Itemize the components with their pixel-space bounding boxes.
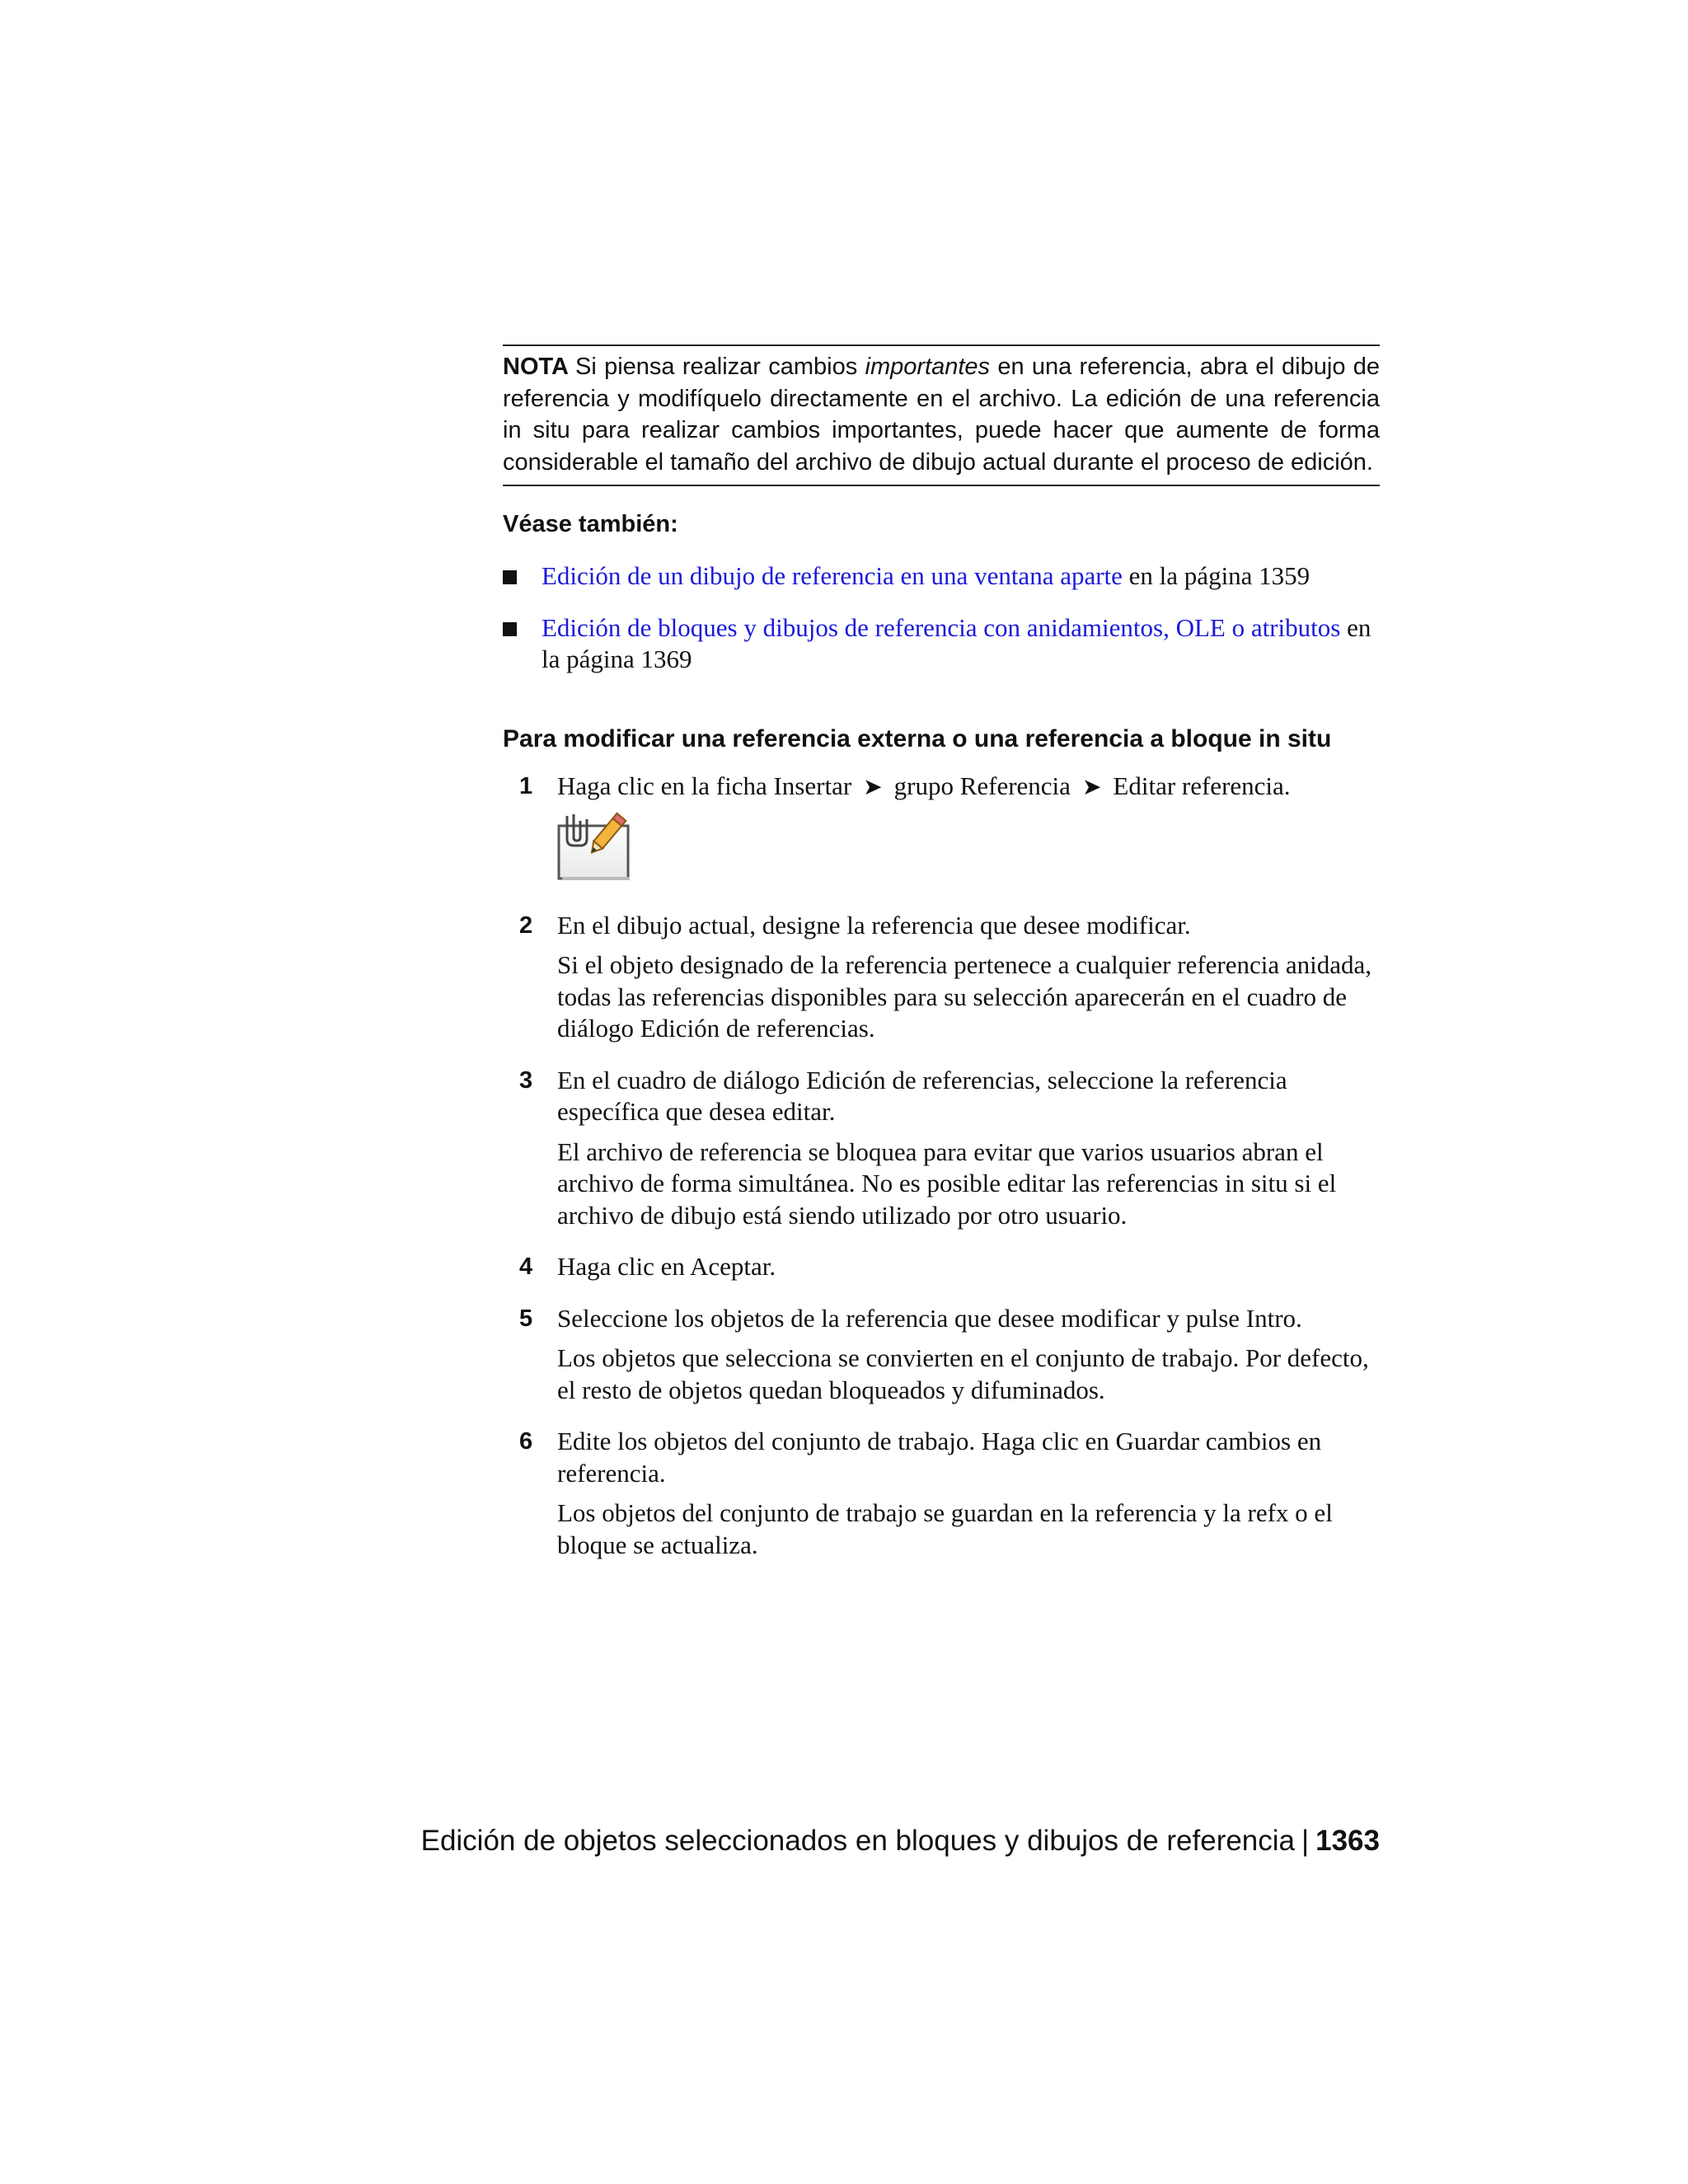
step-number: 1 — [519, 773, 533, 799]
step1-part-tab: Haga clic en la ficha Insertar — [557, 771, 852, 800]
step1-part-panel: grupo Referencia — [893, 771, 1071, 800]
arrow-right-icon: ➤ — [1081, 775, 1102, 800]
see-also-page-ref: en la página 1359 — [1122, 561, 1311, 590]
see-also-link-separate-window[interactable]: Edición de un dibujo de referencia en una ventana aparte — [542, 561, 1123, 590]
note-text-before: Si piensa realizar cambios — [575, 354, 865, 380]
step1-part-command: Editar referencia. — [1113, 771, 1291, 800]
note-box — [503, 344, 1380, 486]
step-text: Haga clic en Aceptar. — [557, 1252, 776, 1281]
see-also-heading: Véase también: — [503, 511, 678, 537]
step-1 — [503, 771, 1380, 882]
step-number: 6 — [519, 1428, 533, 1455]
bullet-square-icon — [503, 570, 517, 584]
step-text: En el cuadro de diálogo Edición de referencias, seleccione la referencia específica que desea editar. — [557, 1065, 1287, 1126]
step-3 — [503, 1065, 1380, 1232]
step-2 — [503, 910, 1380, 1045]
procedure-steps — [503, 771, 1380, 1581]
arrow-right-icon: ➤ — [863, 775, 883, 800]
see-also-item — [503, 560, 1380, 593]
footer-separator: | — [1301, 1825, 1310, 1857]
step-number: 3 — [519, 1066, 533, 1094]
step-6 — [503, 1426, 1380, 1561]
page-number: 1363 — [1315, 1825, 1380, 1857]
step-4 — [503, 1251, 1380, 1283]
step-number: 4 — [519, 1254, 533, 1280]
step-text — [557, 771, 1380, 804]
step-detail: Los objetos del conjunto de trabajo se guardan en la referencia y la refx o el bloque se actualiza. — [557, 1498, 1333, 1559]
note-label: NOTA — [503, 354, 570, 380]
see-also-list — [503, 560, 1380, 696]
see-also-page-ref: en la página 1369 — [542, 612, 1372, 673]
note-text-after: en una referencia, abra el dibujo de referencia y modifíquelo directamente en el archivo. La edición de una referencia in situ para realizar cambios importantes, puede hacer que aumente de forma considerable el tamaño del archivo de dibujo actual durante el proceso de edición. — [503, 354, 1381, 476]
step-detail: Los objetos que selecciona se convierten en el conjunto de trabajo. Por defecto, el resto de objetos quedan bloqueados y difuminados. — [557, 1343, 1369, 1404]
note-emphasis: importantes — [865, 354, 991, 380]
step-number: 5 — [519, 1305, 533, 1332]
step-number: 2 — [519, 912, 533, 939]
step-detail: Si el objeto designado de la referencia pertenece a cualquier referencia anidada, todas las referencias disponibles para su selección aparecerán en el cuadro de diálogo Edición de referencias. — [557, 950, 1372, 1043]
step-detail: El archivo de referencia se bloquea para evitar que varios usuarios abran el archivo de forma simultánea. No es posible editar las referencias in situ si el archivo de dibujo está siendo utilizado por otro usuario. — [557, 1137, 1337, 1230]
step-5 — [503, 1303, 1380, 1407]
see-also-item — [503, 612, 1380, 676]
footer-title: Edición de objetos seleccionados en bloques y dibujos de referencia — [420, 1825, 1296, 1857]
step-text: En el dibujo actual, designe la referencia que desee modificar. — [557, 910, 1191, 940]
step-text: Seleccione los objetos de la referencia que desee modificar y pulse Intro. — [557, 1303, 1302, 1333]
procedure-heading: Para modificar una referencia externa o una referencia a bloque in situ — [503, 725, 1332, 752]
page-footer — [421, 1825, 1380, 1858]
edit-reference-icon — [557, 811, 631, 882]
step-text: Edite los objetos del conjunto de trabajo. Haga clic en Guardar cambios en referencia. — [557, 1427, 1322, 1488]
bullet-square-icon — [503, 622, 517, 636]
see-also-link-nested-ole[interactable]: Edición de bloques y dibujos de referencia con anidamientos, OLE o atributos — [542, 612, 1341, 642]
